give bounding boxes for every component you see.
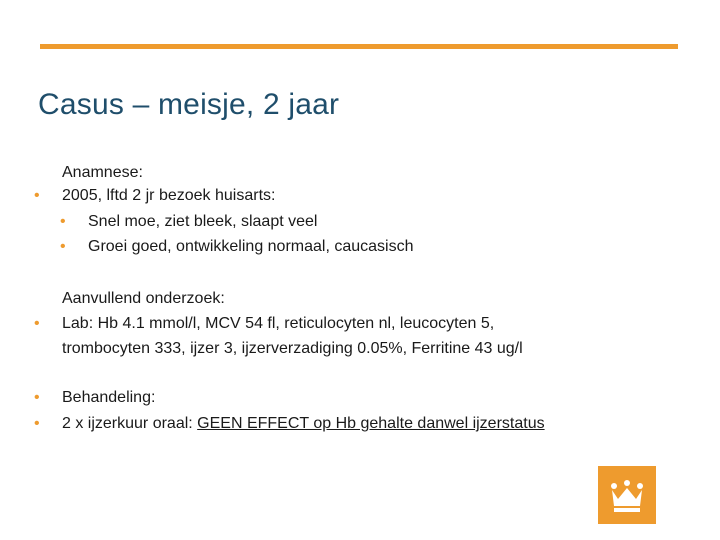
bullet-icon: • [60, 213, 66, 230]
behandeling-result: GEEN EFFECT op Hb gehalte danwel ijzerstatus [197, 415, 545, 432]
behandeling-heading: Behandeling: [62, 389, 156, 406]
slide-title: Casus – meisje, 2 jaar [38, 88, 340, 121]
anamnese-bullet-1: 2005, lftd 2 jr bezoek huisarts: [62, 187, 276, 204]
bullet-icon: • [60, 238, 66, 255]
crown-logo [598, 466, 656, 524]
anamnese-sub-2: Groei goed, ontwikkeling normaal, caucasisch [88, 238, 414, 255]
behandeling-line [62, 414, 545, 434]
lab-line-1: Lab: Hb 4.1 mmol/l, MCV 54 fl, reticulocyten nl, leucocyten 5, [62, 315, 495, 332]
top-accent-rule [40, 44, 678, 49]
anamnese-heading: Anamnese: [62, 164, 143, 181]
lab-line-2: trombocyten 333, ijzer 3, ijzerverzadiging 0.05%, Ferritine 43 ug/l [62, 340, 523, 357]
bullet-icon: • [34, 315, 40, 332]
anamnese-sub-1: Snel moe, ziet bleek, slaapt veel [88, 213, 318, 230]
bullet-icon: • [34, 415, 40, 432]
crown-icon [598, 466, 656, 524]
aanvullend-heading: Aanvullend onderzoek: [62, 290, 225, 307]
bullet-icon: • [34, 187, 40, 204]
bullet-icon: • [34, 389, 40, 406]
behandeling-prefix: 2 x ijzerkuur oraal: [62, 415, 198, 432]
